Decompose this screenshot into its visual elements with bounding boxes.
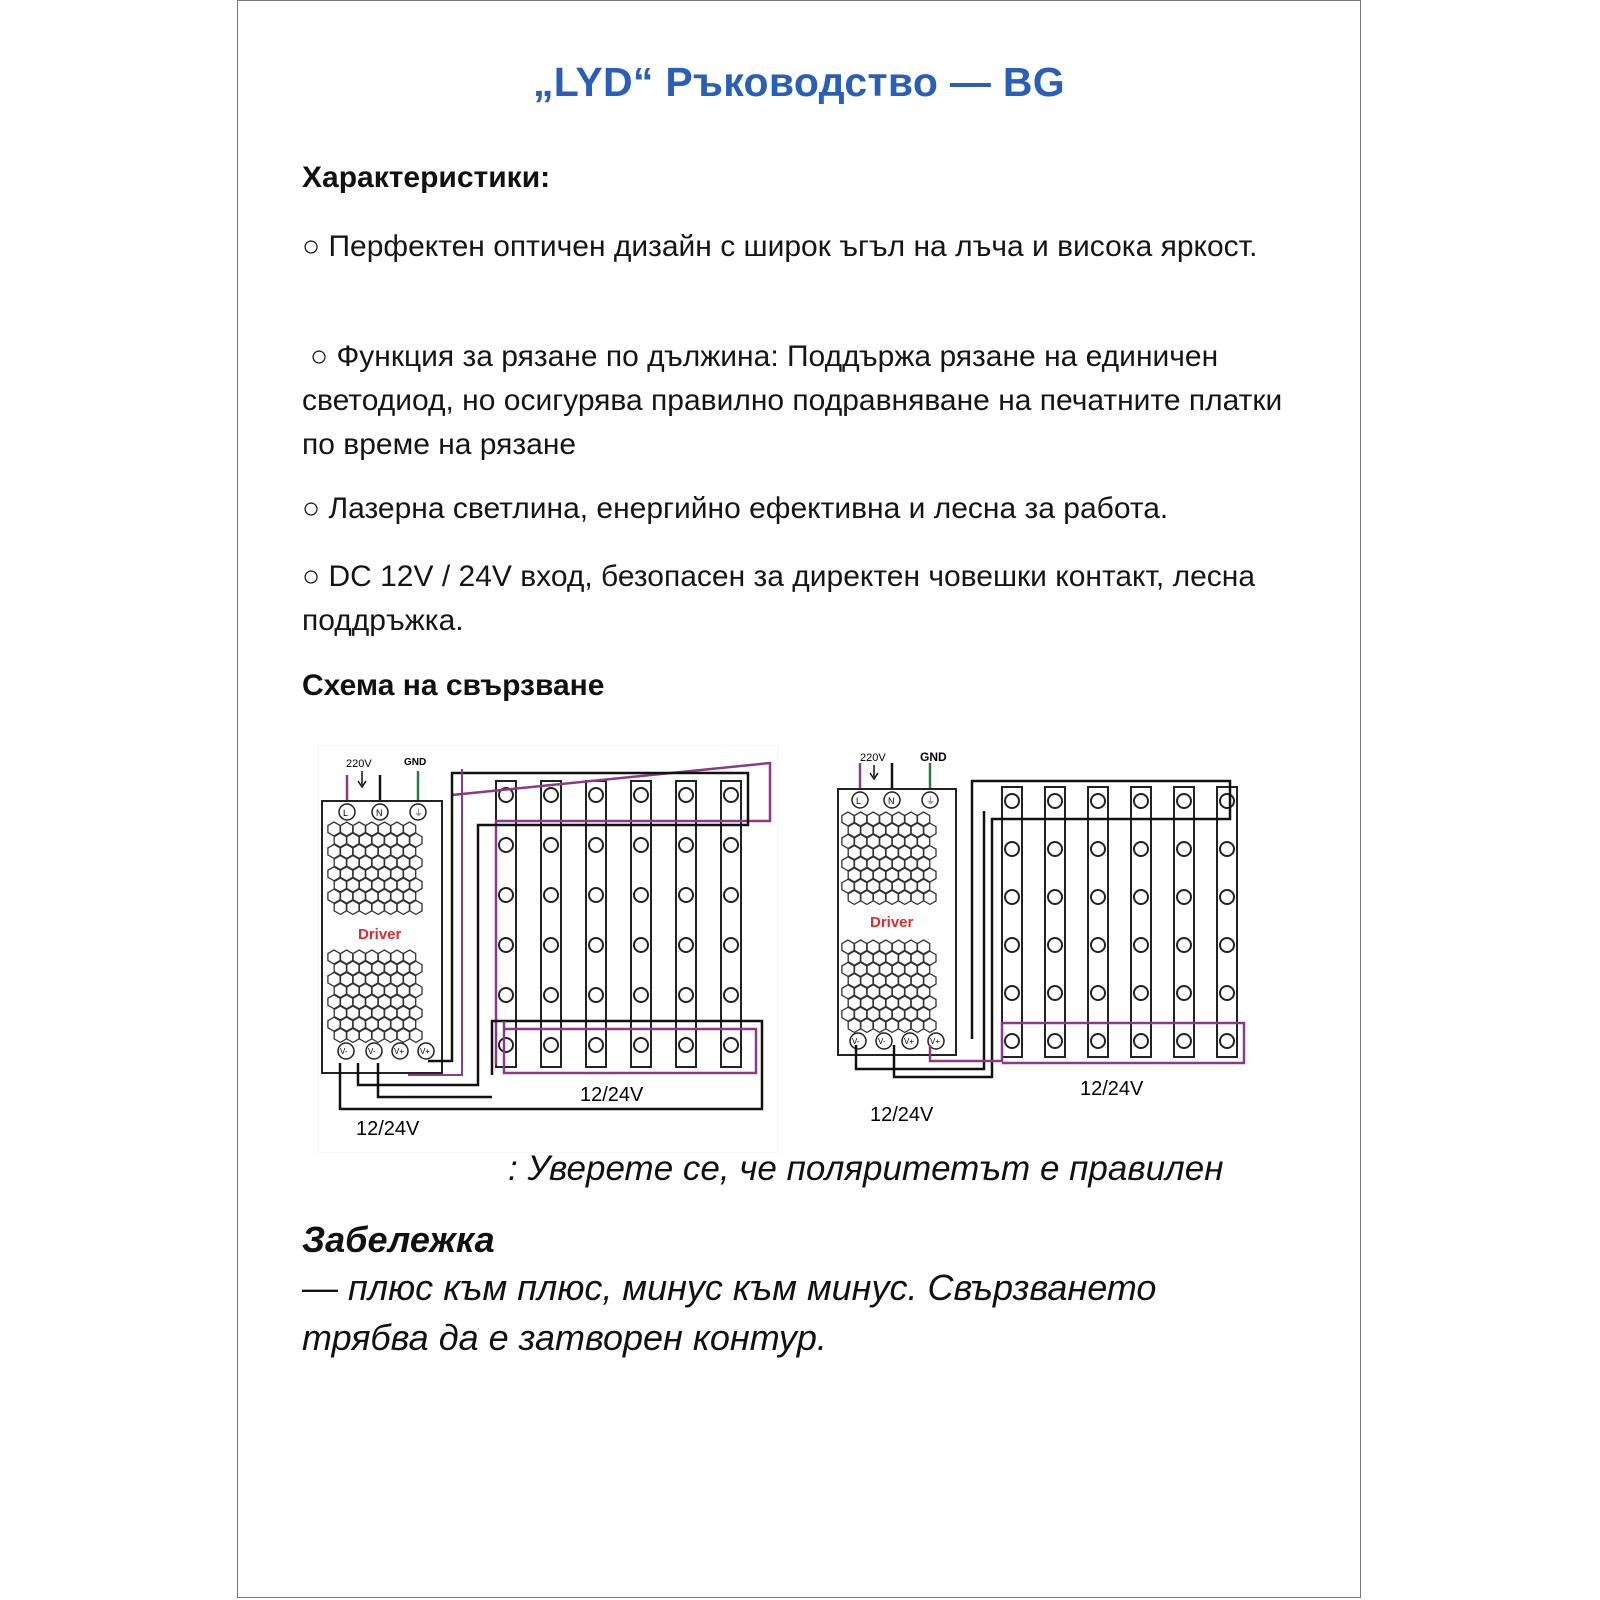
svg-text:⏚: ⏚ xyxy=(926,796,936,806)
feature-item-3: ○ Лазерна светлина, енергийно ефективна и лесна за работа. xyxy=(302,492,1169,525)
note-text-line-2: трябва да е затворен контур. xyxy=(302,1317,827,1358)
svg-text:⏚: ⏚ xyxy=(414,808,424,818)
strip-voltage-label: 12/24V xyxy=(580,1084,644,1106)
page-title: „LYD“ Ръководство — BG xyxy=(532,59,1065,105)
svg-text:V+: V+ xyxy=(904,1037,915,1046)
ac-220v-label: 220V xyxy=(346,758,372,770)
note-heading: Забележка xyxy=(302,1219,495,1260)
feature-item-2: ○ Функция за рязане по дължина: Поддържа рязане на единичен светодиод, но осигурява правилно подравняване на печатните платки по време на рязане xyxy=(302,340,1283,461)
features-heading: Характеристики: xyxy=(302,161,551,194)
note-text-line-1: — плюс към плюс, минус към минус. Свързването xyxy=(302,1267,1157,1308)
polarity-caption: : Уверете се, че поляритетът е правилен xyxy=(508,1149,1224,1188)
driver-label: Driver xyxy=(358,926,402,943)
svg-text:N: N xyxy=(888,796,895,806)
svg-text:V-: V- xyxy=(368,1047,376,1056)
svg-text:V-: V- xyxy=(852,1037,860,1046)
driver-voltage-label: 12/24V xyxy=(870,1104,934,1126)
gnd-label: GND xyxy=(920,750,947,764)
svg-text:V+: V+ xyxy=(420,1047,431,1056)
svg-text:V-: V- xyxy=(878,1037,886,1046)
svg-text:N: N xyxy=(376,808,383,818)
strip-voltage-label: 12/24V xyxy=(1080,1078,1144,1100)
svg-text:V-: V- xyxy=(340,1047,348,1056)
svg-text:L: L xyxy=(856,796,862,806)
driver-voltage-label: 12/24V xyxy=(356,1118,420,1140)
wiring-diagram-left xyxy=(318,745,778,1153)
feature-item-1: ○ Перфектен оптичен дизайн с широк ъгъл на лъча и висока яркост. xyxy=(302,230,1258,263)
svg-text:V+: V+ xyxy=(930,1037,941,1046)
wiring-diagram-right xyxy=(834,747,1278,1131)
svg-text:V+: V+ xyxy=(394,1047,405,1056)
ac-220v-label: 220V xyxy=(860,752,886,764)
svg-text:L: L xyxy=(343,808,349,818)
feature-item-4: ○ DC 12V / 24V вход, безопасен за директен човешки контакт, лесна поддръжка. xyxy=(302,560,1256,637)
diagram-heading: Схема на свързване xyxy=(302,669,605,702)
manual-page xyxy=(237,0,1361,1598)
gnd-label: GND xyxy=(404,757,427,768)
driver-label: Driver xyxy=(870,914,914,931)
